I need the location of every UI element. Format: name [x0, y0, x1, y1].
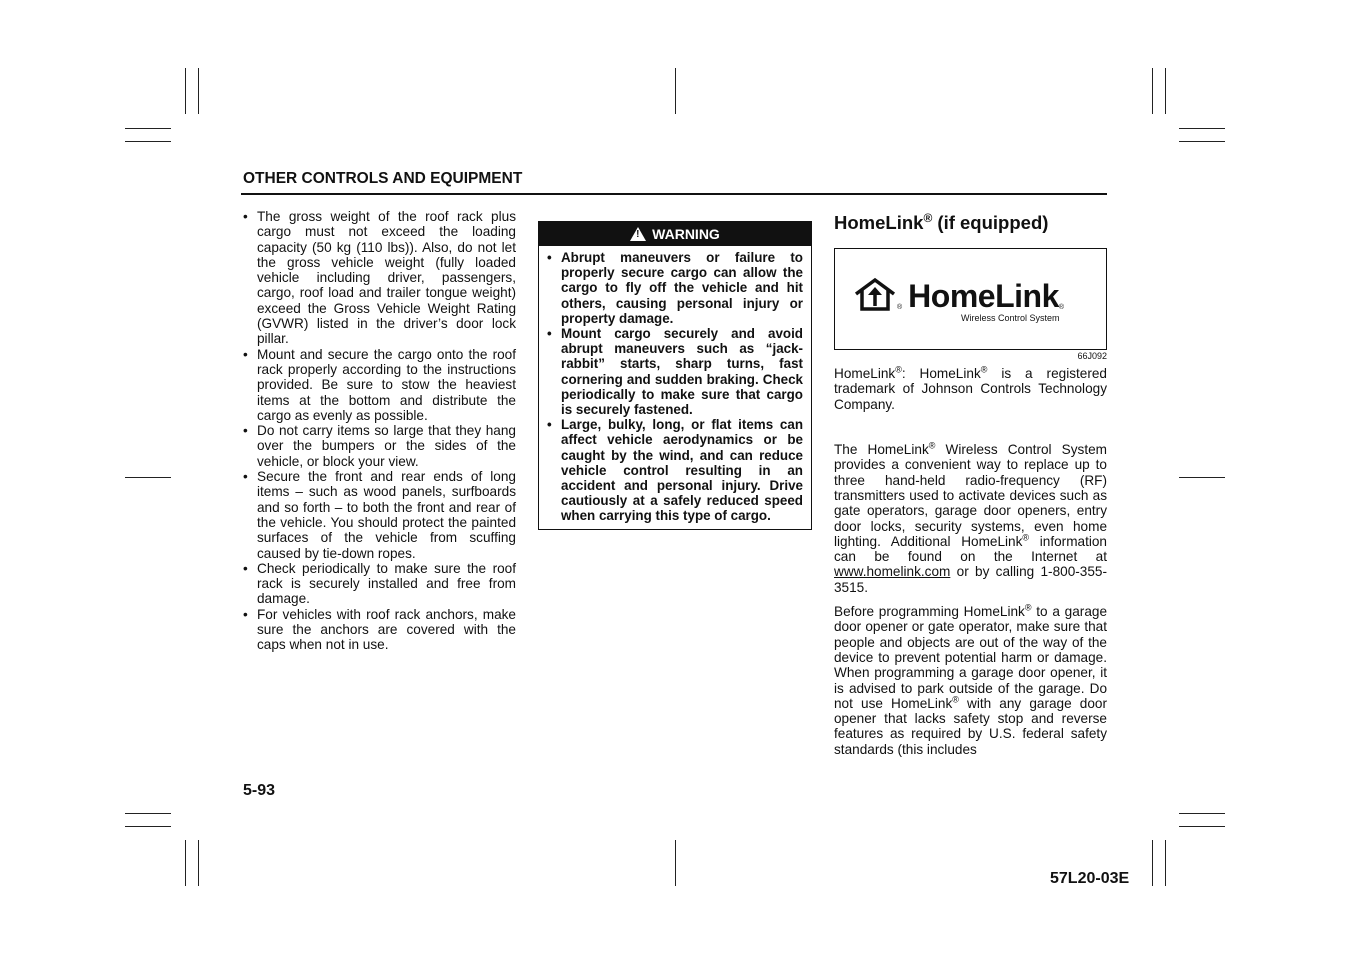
warning-triangle-icon: ! — [630, 227, 646, 241]
warning-title: WARNING — [652, 226, 720, 242]
header-rule — [241, 193, 1107, 195]
figure-code: 66J092 — [1077, 351, 1107, 362]
programming-caution-paragraph: Before programming HomeLink® to a garage door opener or gate operator, make sure that people and objects are out of the way of the device to prevent potential harm or damage. When programming a garage door opener, it is advised to park outside of the garage. Do not use HomeLink® with any garage door opener that lacks safety stop and reverse features as required by U.S. federal safety standards (this includes — [834, 602, 1107, 757]
roof-rack-instructions — [243, 209, 516, 653]
crop-mark — [675, 68, 676, 114]
crop-mark — [125, 813, 171, 814]
crop-mark — [1179, 477, 1225, 478]
warning-header — [539, 222, 811, 246]
system-description-paragraph: The HomeLink® Wireless Control System provides a convenient way to replace up to three hand-held radio-frequency (RF) transmitters used to activate devices such as gate operators, garage door openers, entry door locks, security systems, even home lighting. Additional HomeLink® information can be found on the Internet at www.homelink.com or by calling 1-800-355-3515. — [834, 440, 1107, 595]
crop-mark — [185, 840, 186, 886]
section-title: OTHER CONTROLS AND EQUIPMENT — [243, 170, 523, 187]
crop-mark — [675, 840, 676, 886]
warning-item: • Large, bulky, long, or flat items can affect vehicle aerodynamics or be caught by the wind, and can reduce vehicle control resulting in an accident and personal injury. Drive cautiously at a safely reduced speed when carrying this type of cargo. — [547, 417, 803, 523]
list-item: • Do not carry items so large that they hang over the bumpers or the sides of the vehicle, or block your view. — [243, 423, 516, 469]
crop-mark — [185, 68, 186, 114]
homelink-section — [834, 205, 1107, 757]
crop-mark — [125, 141, 171, 142]
homelink-website-link[interactable]: www.homelink.com — [834, 564, 951, 580]
logo-wordmark: HomeLink — [908, 278, 1059, 315]
crop-mark — [1165, 68, 1166, 114]
crop-mark — [1165, 840, 1166, 886]
list-item: • Secure the front and rear ends of long items – such as wood panels, surfboards and so forth – to both the front and rear of the vehicle. You should protect the painted surfaces of the vehicle from scuffing caused by tie-down ropes. — [243, 469, 516, 561]
crop-mark — [198, 68, 199, 114]
logo-reg-mark: ® — [897, 304, 903, 312]
trademark-paragraph: HomeLink®: HomeLink® is a registered trademark of Johnson Controls Technology Company. — [834, 364, 1107, 412]
crop-mark — [1179, 128, 1225, 129]
crop-mark — [198, 840, 199, 886]
list-item: • Check periodically to make sure the roof rack is securely installed and free from damage. — [243, 561, 516, 607]
list-item: • The gross weight of the roof rack plus cargo must not exceed the loading capacity (50 kg (110 lbs)). Also, do not let the gross vehicle weight (fully loaded vehicle including driver, passengers, cargo, roof load and trailer tongue weight) exceed the Gross Vehicle Weight Rating (GVWR) listed in the driver’s door lock pillar. — [243, 209, 516, 347]
crop-mark — [1179, 826, 1225, 827]
warning-item: • Mount cargo securely and avoid abrupt maneuvers such as “jack-rabbit” starts, sharp turns, fast cornering and sudden braking. Check periodically to make sure that cargo is securely fastened. — [547, 326, 803, 417]
logo-reg-mark: ® — [1058, 304, 1065, 312]
list-item: • Mount and secure the cargo onto the roof rack properly according to the instructions provided. Be sure to stow the heaviest items at the bottom and distribute the cargo as evenly as possible. — [243, 347, 516, 423]
homelink-heading: HomeLink® (if equipped) — [834, 211, 1049, 234]
crop-mark — [1152, 68, 1153, 114]
crop-mark — [125, 826, 171, 827]
warning-box — [538, 221, 812, 530]
crop-mark — [125, 128, 171, 129]
page-number: 5-93 — [243, 782, 276, 799]
document-code: 57L20-03E — [1050, 870, 1130, 887]
logo-tagline: Wireless Control System — [961, 313, 1060, 324]
crop-mark — [125, 477, 171, 478]
homelink-logo-figure — [834, 248, 1107, 350]
crop-mark — [1179, 141, 1225, 142]
list-item: • For vehicles with roof rack anchors, make sure the anchors are covered with the caps when not in use. — [243, 607, 516, 653]
crop-mark — [1152, 840, 1153, 886]
house-arrow-icon — [853, 277, 897, 311]
crop-mark — [1179, 813, 1225, 814]
warning-item: • Abrupt maneuvers or failure to properly secure cargo can allow the cargo to fly off the vehicle and hit others, causing personal injury or property damage. — [547, 250, 803, 326]
